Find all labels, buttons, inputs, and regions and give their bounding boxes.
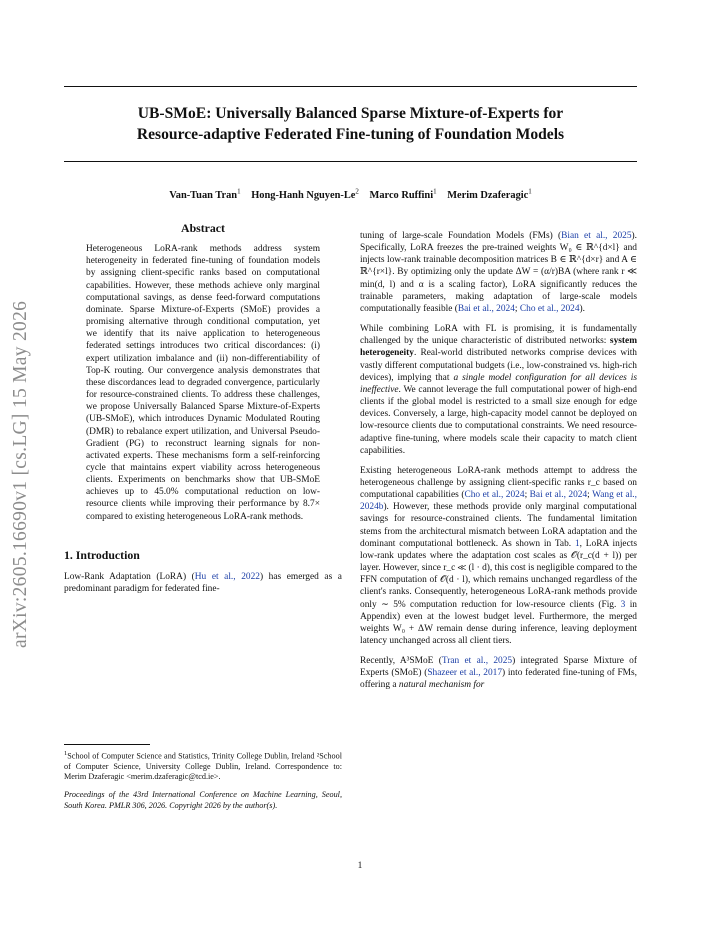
footnote-rule xyxy=(64,744,150,745)
abstract-text: Heterogeneous LoRA-rank methods address system heterogeneity in federated fine-tuning of foundation models by assigning client-specific ranks based on computational capabilities. However, these methods achieve only marginal computational savings, as dense feed-forward computations dominate. Sparse Mixture-of-Experts (SMoE) provides a promising alternative through conditional computation, yet we identify that its naive application to heterogeneous federated settings introduces two critical discordances: (i) expert utilization imbalance and (ii) non-differentiability of Top-K routing. Our convergence analysis demonstrates that these discordances lead to degraded convergence, particularly for resource-constrained clients. To address these challenges, we propose Universally Balanced Sparse Mixture-of-Experts (UB-SMoE), which introduces Dynamic Modulated Routing (DMR) to rebalance expert utilization, and Universal Pseudo-Gradient (PG) to reconstruct learning signals for non-activated experts. These mechanisms form a self-reinforcing cycle that maintains expert viability across heterogeneous clients. Experiments on benchmarks show that UB-SMoE achieves up to 45.0% computational reduction on low-resource clients while improving their performance by 8.7× compared to existing heterogeneous LoRA-rank methods. xyxy=(86,244,320,522)
citation-link[interactable]: Bian et al., 2025 xyxy=(561,231,632,241)
right-column xyxy=(360,230,637,692)
arxiv-stamp: arXiv:2605.16690v1 [cs.LG] 15 May 2026 xyxy=(10,300,31,648)
citation-link[interactable]: Hu et al., 2022 xyxy=(194,571,260,582)
intro-paragraph: Low-Rank Adaptation (LoRA) (Hu et al., 2022) has emerged as a predominant paradigm for federated fine- xyxy=(64,571,342,595)
italic-phrase: natural mechanism for xyxy=(398,680,485,691)
author: Marco Ruffini$^1$ xyxy=(369,188,437,202)
section-heading-introduction: 1. Introduction xyxy=(64,547,140,562)
paragraph: tuning of large-scale Foundation Models (FMs) (Bian et al., 2025). Specifically, LoRA freezes the pre-trained weights W₀ ∈ ℝ^{d×l} and injects low-rank trainable decomposition matrices B ∈ ℝ^{d×r} and A ∈ ℝ^{r×l}. By optimizing only the update ΔW = (α/r)BA (where rank r ≪ min(d, l) and α is a scaling factor), LoRA significantly reduces the trainable parameters, making adaptation of large-scale models computationally feasible (Bai et al., 2024; Cho et al., 2024). xyxy=(360,231,637,314)
citation-link[interactable]: Cho et al., 2024 xyxy=(519,303,580,314)
table-ref-link[interactable]: 1 xyxy=(574,538,580,549)
author: Merim Dzaferagic$^1$ xyxy=(447,188,532,202)
author-list xyxy=(64,185,637,203)
paragraph: While combining LoRA with FL is promising, it is fundamentally challenged by the unique characteristic of distributed networks: system heterogeneity. Real-world distributed networks comprise devices with vastly different computational budgets (i.e., low-constrained vs. high-rich devices), implying that a single model configuration for all devices is ineffective. We cannot leverage the full computational power of high-end clients if the global model is restricted to a small size enough for edge devices. Conversely, a large, high-capacity model cannot be deployed on low-resource clients due to computational constraints. We need resource-adaptive fine-tuning, where models scale their capacity to match client capabilities. xyxy=(360,324,637,456)
title-line-1: UB-SMoE: Universally Balanced Sparse Mixture-of-Experts for xyxy=(137,105,564,122)
abstract-heading: Abstract xyxy=(181,221,225,235)
citation-link[interactable]: Cho et al., 2024 xyxy=(464,490,525,501)
title-bottom-rule xyxy=(64,161,637,162)
figure-ref-link[interactable]: 3 xyxy=(620,599,626,610)
citation-link[interactable]: Bai et al., 2024 xyxy=(457,303,515,314)
footnote-proceedings: Proceedings of the 43rd International Conference on Machine Learning, Seoul, South Korea. PMLR 306, 2026. Copyright 2026 by the author(s). xyxy=(64,790,342,810)
footnotes xyxy=(64,744,342,811)
author: Van-Tuan Tran$^1$ xyxy=(169,188,241,202)
title-line-2: Resource-adaptive Federated Fine-tuning of Foundation Models xyxy=(136,126,565,143)
paper-title xyxy=(64,103,637,145)
paragraph: Recently, A³SMoE (Tran et al., 2025) integrated Sparse Mixture of Experts (SMoE) (Shazeer et al., 2017) into federated fine-tuning of FMs, offering a natural mechanism for xyxy=(360,656,637,691)
left-column xyxy=(64,222,342,595)
citation-link[interactable]: Wang et al., 2024b xyxy=(360,490,637,513)
title-top-rule xyxy=(64,86,637,87)
paragraph: Existing heterogeneous LoRA-rank methods attempt to address the heterogeneous challenge by assigning client-specific ranks r_c based on computational capabilities (Cho et al., 2024; Bai et al., 2024; Wang et al., 2024b). However, these methods provide only marginal computational savings for resource-constrained clients. The fundamental limitation stems from the architectural mismatch between LoRA adaptation and the dominant computational bottleneck. As shown in Tab. 1, LoRA injects low-rank updates where the adaptation cost scales as 𝒪(r_c(d + l)) per layer. However, since r_c ≪ (l · d), this cost is negligible compared to the FFN computation of 𝒪(d · l), which remains unchanged regardless of the client's ranks. Consequently, heterogeneous LoRA-rank methods provide only ∼ 5% computation reduction for low-resource clients (Fig. 3 in Appendix) even at the lowest budget level. Furthermore, the merged weights W₀ + ΔW remain dense during inference, leaving deployment latency unchanged across all client tiers. xyxy=(360,465,637,646)
citation-link[interactable]: Bai et al., 2024 xyxy=(529,490,588,501)
footnote-affiliations: $^1$School of Computer Science and Statistics, Trinity College Dublin, Ireland ²School of Computer Science, University College Dublin, Ireland. Correspondence to: Merim Dzaferagic <merim.dzaferagic@tcd.ie>. xyxy=(64,750,342,782)
bold-term: system heterogeneity xyxy=(360,336,637,359)
author: Hong-Hanh Nguyen-Le$^2$ xyxy=(251,188,359,202)
citation-link[interactable]: Shazeer et al., 2017 xyxy=(427,668,503,679)
citation-link[interactable]: Tran et al., 2025 xyxy=(441,656,513,667)
page-number: 1 xyxy=(357,861,363,871)
italic-phrase: a single model configuration for all devices is ineffective xyxy=(360,372,637,395)
